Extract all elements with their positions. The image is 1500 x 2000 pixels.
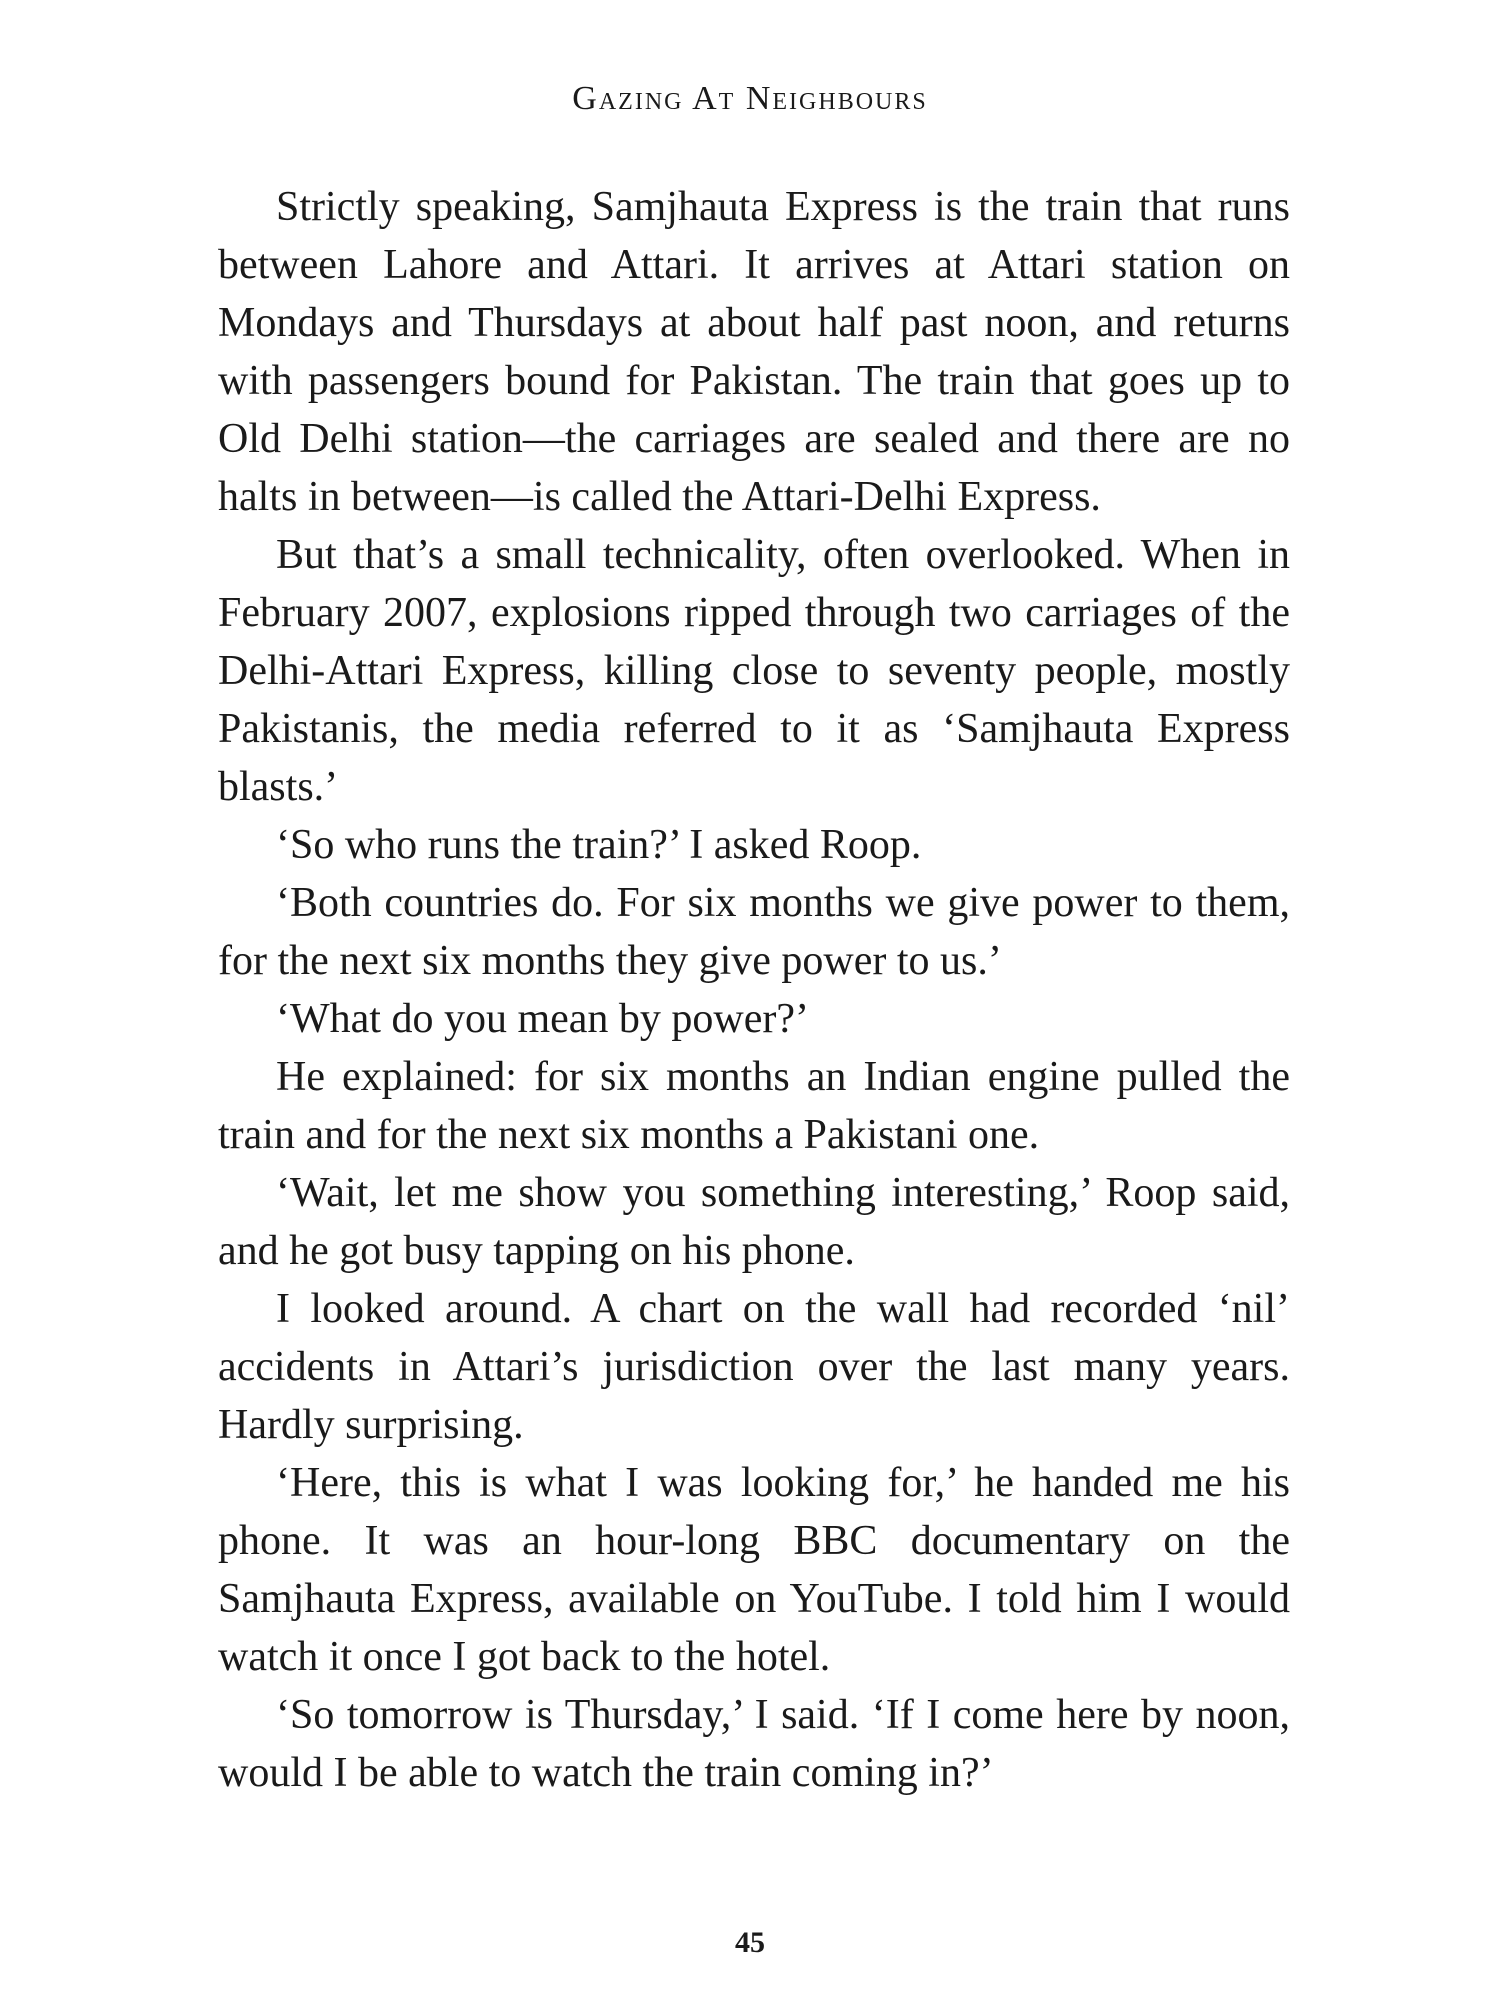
paragraph: I looked around. A chart on the wall had recorded ‘nil’ accidents in Attari’s jurisdiction over the last many years. Hardly surprising.: [218, 1286, 1290, 1448]
paragraph: ‘So who runs the train?’ I asked Roop.: [276, 822, 922, 868]
paragraph: ‘Both countries do. For six months we give power to them, for the next six months they give power to us.’: [218, 880, 1290, 984]
paragraph: Strictly speaking, Samjhauta Express is the train that runs between Lahore and Attari. It arrives at Attari station on Mondays and Thursdays at about half past noon, and returns with passengers bound for Pakistan. The train that goes up to Old Delhi station—the carriages are sealed and there are no halts in between—is called the Attari-Delhi Express.: [218, 184, 1290, 520]
running-head: Gazing At Neighbours: [572, 80, 928, 117]
paragraph: ‘What do you mean by power?’: [276, 996, 809, 1042]
paragraph: ‘So tomorrow is Thursday,’ I said. ‘If I come here by noon, would I be able to watch the train coming in?’: [218, 1692, 1290, 1796]
paragraph: ‘Here, this is what I was looking for,’ he handed me his phone. It was an hour-long BBC documentary on the Samjhauta Express, available on YouTube. I told him I would watch it once I got back to the hotel.: [218, 1460, 1290, 1680]
page-number: 45: [735, 1926, 765, 1959]
paragraph: ‘Wait, let me show you something interesting,’ Roop said, and he got busy tapping on his phone.: [218, 1170, 1290, 1274]
body-text: [218, 178, 1290, 1802]
paragraph: He explained: for six months an Indian engine pulled the train and for the next six months a Pakistani one.: [218, 1054, 1290, 1158]
paragraph: But that’s a small technicality, often overlooked. When in February 2007, explosions ripped through two carriages of the Delhi-Attari Express, killing close to seventy people, mostly Pakistanis, the media referred to it as ‘Samjhauta Express blasts.’: [218, 532, 1290, 810]
